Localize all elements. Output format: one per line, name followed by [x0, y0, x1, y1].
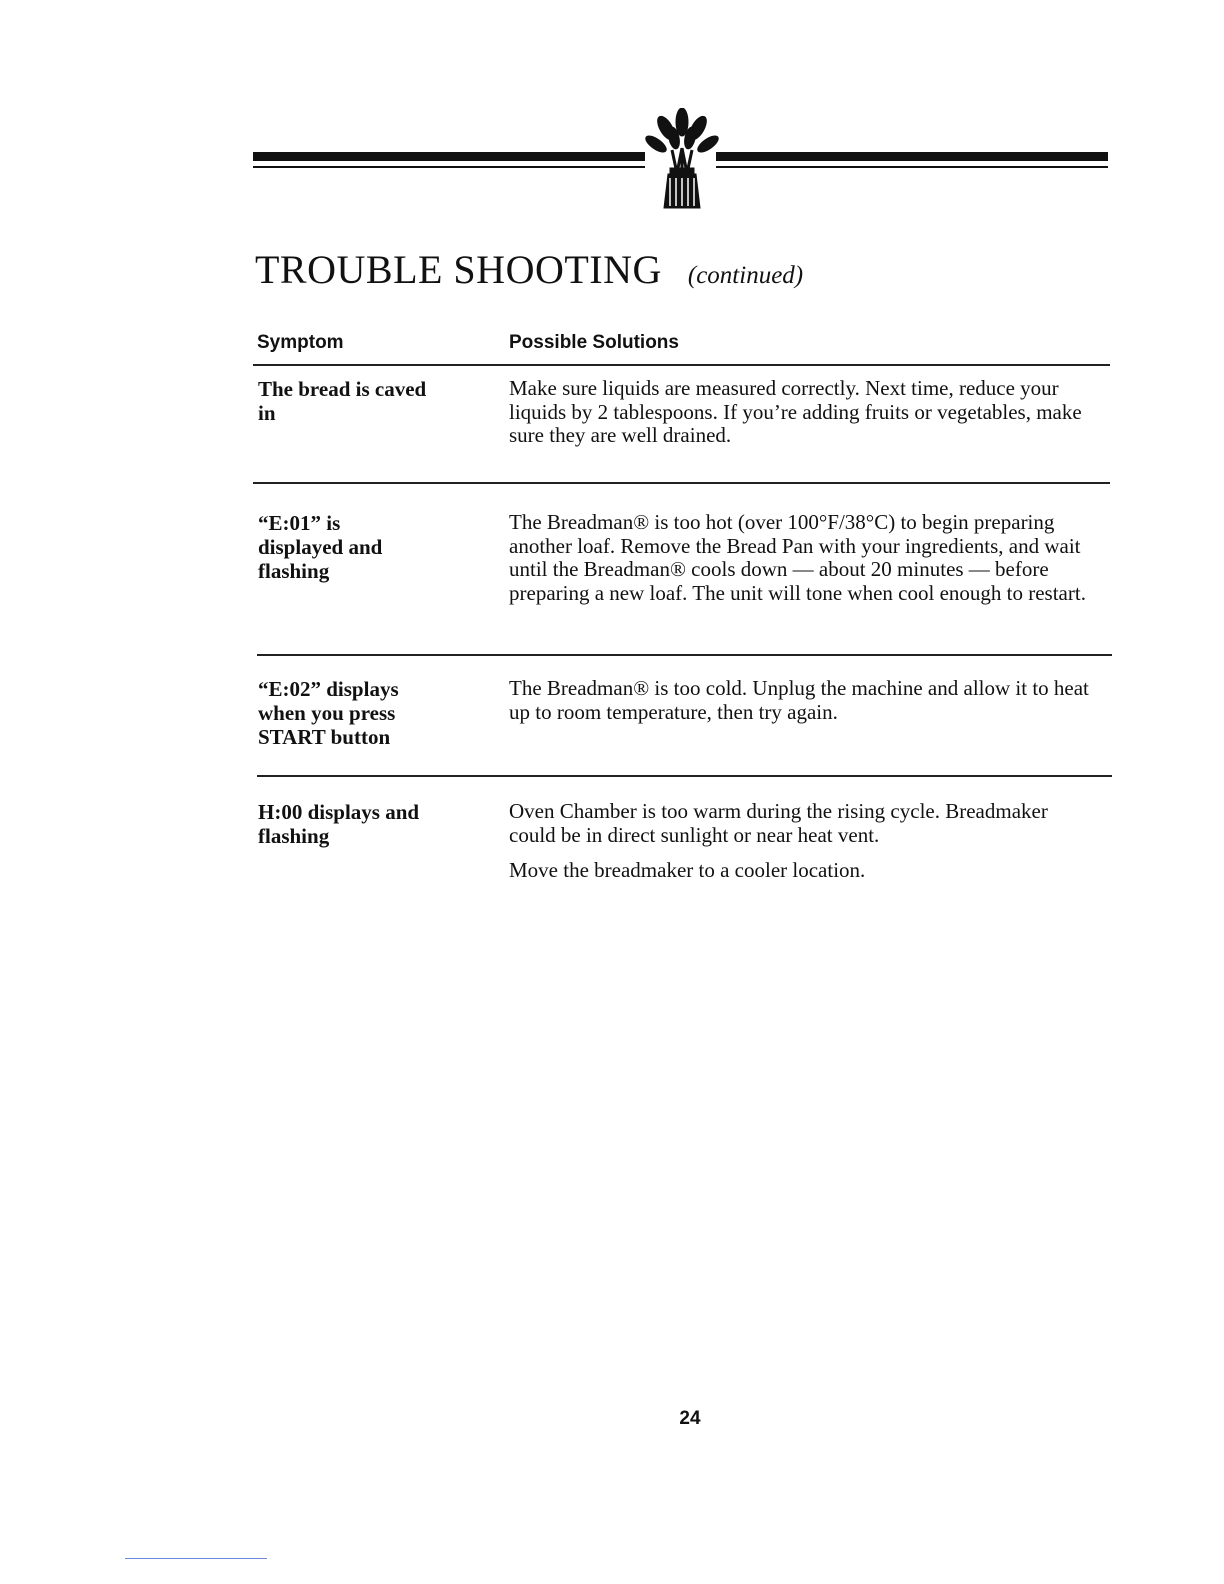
symptom-cell: “E:02” displays when you press START button: [258, 677, 399, 749]
header-rule-left: [253, 152, 645, 161]
solution-text: Make sure liquids are measured correctly. Next time, reduce your liquids by 2 tablespoons. If you’re adding fruits or vegetables, make sure they are well drained.: [509, 376, 1082, 447]
solution-cell: [509, 377, 1099, 460]
solution-text: Oven Chamber is too warm during the rising cycle. Breadmaker could be in direct sunlight or near heat vent.: [509, 799, 1048, 847]
solution-cell: [509, 511, 1087, 617]
header-rule-right: [716, 152, 1108, 161]
column-header-solutions: Possible Solutions: [509, 332, 679, 353]
header-rule-right-underline: [716, 166, 1108, 168]
row-divider: [257, 775, 1112, 777]
row-divider: [257, 654, 1112, 656]
solution-cell: [509, 800, 1099, 895]
header-rule-left-underline: [253, 166, 645, 168]
symptom-cell: The bread is caved in: [258, 377, 427, 425]
page-title-main: TROUBLE SHOOTING: [255, 247, 662, 292]
column-header-symptom: Symptom: [257, 332, 344, 353]
solution-cell: [509, 677, 1094, 736]
wheat-sheaf-icon: [632, 108, 732, 214]
footer-line: [125, 1558, 267, 1559]
row-divider: [253, 482, 1110, 484]
page-number: 24: [679, 1408, 701, 1429]
page-title: [255, 246, 803, 293]
solution-text: Move the breadmaker to a cooler location.: [509, 858, 866, 882]
header-divider: [253, 364, 1110, 366]
solution-text: The Breadman® is too cold. Unplug the machine and allow it to heat up to room temperature, then try again.: [509, 676, 1089, 724]
page-title-suffix: (continued): [687, 262, 804, 289]
solution-text: The Breadman® is too hot (over 100°F/38°C) to begin preparing another loaf. Remove the Bread Pan with your ingredients, and wait until the Breadman® cools down — about 20 minutes — before preparing a new loaf. The unit will tone when cool enough to restart.: [509, 510, 1086, 605]
symptom-cell: H:00 displays and flashing: [258, 800, 420, 848]
symptom-cell: “E:01” is displayed and flashing: [258, 511, 383, 583]
